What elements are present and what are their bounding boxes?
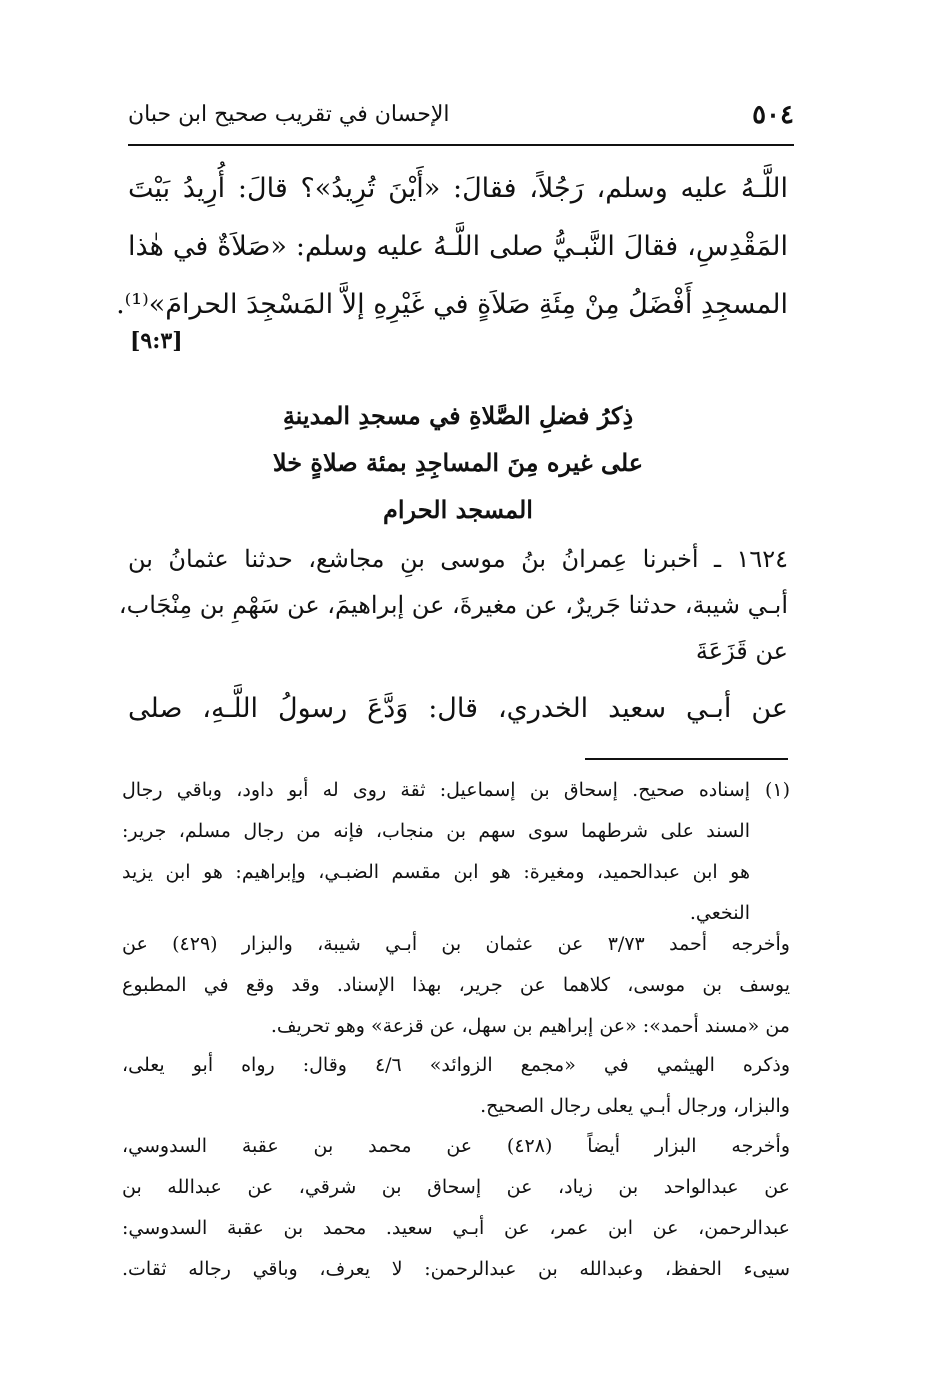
- text-line: عن قَزَعَةَ: [695, 637, 788, 665]
- footnote-paragraph: [122, 1126, 790, 1290]
- footnote-marker: (١): [764, 779, 790, 801]
- text-line: المسجِدِ أَفْضَلُ مِنْ مِئَةِ صَلاَةٍ في غَيْرِهِ إلاَّ المَسْجِدَ الحرامَ»⁽¹⁾.: [116, 289, 788, 320]
- footnote-line: يوسف بن موسى، كلاهما عن جرير، بهذا الإسناد. وقد وقع في المطبوع: [122, 974, 790, 996]
- text-line: ١٦٢٤ ـ أخبرنا عِمرانُ بنُ موسى بنِ مجاشع، حدثنا عثمانُ بن: [128, 545, 789, 573]
- hadith-isnad: [118, 536, 789, 674]
- footnote-line: وأخرجه البزار أيضاً (٤٢٨) عن محمد بن عقبة السدوسي،: [122, 1135, 790, 1157]
- footnote-paragraph: [122, 1045, 790, 1127]
- heading-line: ذِكرُ فضلِ الصَّلاةِ في مسجدِ المدينةِ: [282, 401, 634, 430]
- chapter-heading: [128, 392, 788, 533]
- page-number: ٥٠٤: [752, 100, 794, 130]
- text-line: عن أبـي سعيد الخدري، قال: وَدَّعَ رسولُ اللَّـهِ، صلى: [128, 693, 788, 724]
- hadith-text: [128, 684, 788, 734]
- heading-line: على غيره مِنَ المساجِدِ بمئة صلاةٍ خلا: [272, 448, 644, 477]
- hadith-continuation: [116, 160, 788, 334]
- footnote-line: هو ابن عبدالحميد، ومغيرة: هو ابن مقسم الضبـي، وإبراهيم: هو ابن يزيد: [122, 861, 750, 883]
- footnote-line: والبزار، ورجال أبـي يعلى رجال الصحيح.: [480, 1095, 790, 1117]
- footnote-line: عن عبدالواحد بن زياد، عن إسحاق بن شرقي، عن عبدالله بن: [122, 1176, 790, 1198]
- heading-line: المسجد الحرام: [383, 495, 533, 524]
- footnote-paragraph: [122, 924, 790, 1047]
- footnote-line: من «مسند أحمد»: «عن إبراهيم بن سهل، عن قزعة» وهو تحريف.: [270, 1015, 790, 1037]
- text-line: المَقْدِسِ، فقالَ النَّبـيُّ صلى اللَّـهُ عليه وسلم: «صَلاَةٌ في هٰذا: [128, 231, 788, 262]
- footnote-line: سيىء الحفظ، وعبدالله بن عبدالرحمن: لا يعرف، وباقي رجاله ثقات.: [122, 1258, 790, 1280]
- footnote-line: وذكره الهيثمي في «مجمع الزوائد» ٤/٦ وقال: رواه أبو يعلى،: [122, 1054, 790, 1076]
- footnote-line: إسناده صحيح. إسحاق بن إسماعيل: ثقة روى له أبو داود، وباقي رجال: [122, 779, 750, 801]
- header-divider: [128, 144, 794, 146]
- footnote-line: النخعي.: [689, 902, 750, 924]
- footnote-line: السند على شرطهما سوى سهم بن منجاب، فإنه من رجال مسلم، جرير:: [122, 820, 750, 842]
- text-line: اللَّـهُ عليه وسلم، رَجُلاً، فقالَ: «أَيْنَ تُرِيدُ»؟ قالَ: أُرِيدُ بَيْتَ: [128, 173, 788, 204]
- footnote-line: عبدالرحمن، عن ابن عمر، عن أبـي سعيد. محمد بن عقبة السدوسي:: [122, 1217, 790, 1239]
- footnote-line: وأخرجه أحمد ٣/٧٣ عن عثمان بن أبـي شيبة، والبزار (٤٢٩) عن: [122, 933, 790, 955]
- text-line: أبـي شيبة، حدثنا جَريرٌ، عن مغيرةَ، عن إبراهيمَ، عن سَهْمِ بن مِنْجَاب،: [118, 591, 788, 619]
- footnote-divider: [585, 758, 788, 760]
- page-header: [128, 96, 794, 140]
- footnote-paragraph: [122, 770, 790, 934]
- reference-tag: [٩:٣]: [130, 328, 183, 354]
- running-title: الإحسان في تقريب صحيح ابن حبان: [128, 102, 450, 127]
